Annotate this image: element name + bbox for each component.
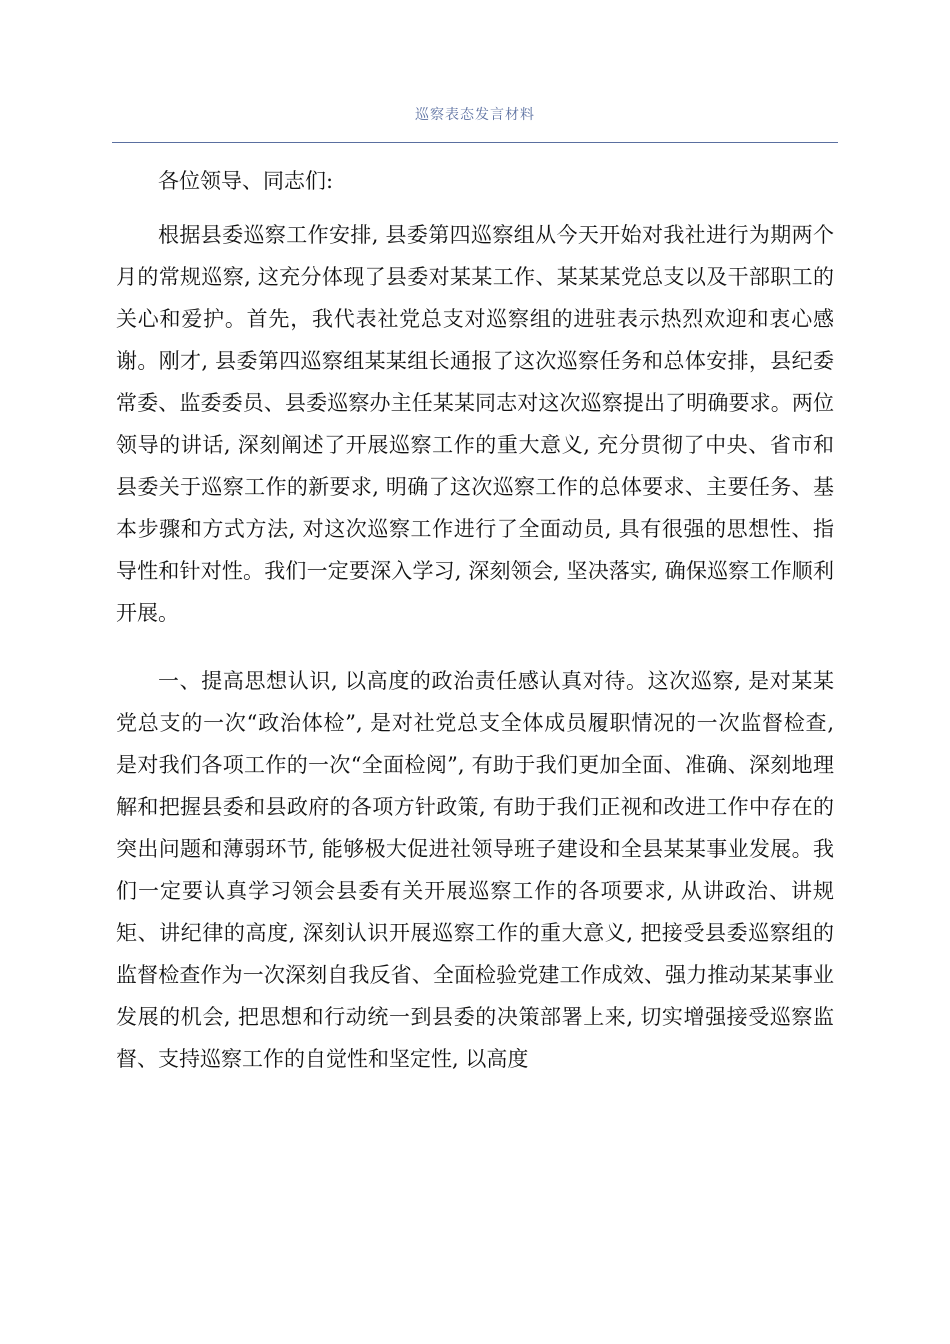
page-header-title: 巡察表态发言材料 bbox=[415, 107, 535, 123]
paragraph-section-one: 一、提高思想认识, 以高度的政治责任感认真对待。这次巡察, 是对某某党总支的一次“政治体检”, 是对社党总支全体成员履职情况的一次监督检查, 是对我们各项工作的一次“全面检阅”, 有助于我们更加全面、准确、深刻地理解和把握县委和县政府的各项方针政策, 有助于我们正视和改进工作中存在的突出问题和薄弱环节, 能够极大促进社领导班子建设和全县某某事业发展。我们一定要认真学习领会县委有关开展巡察工作的各项要求, 从讲政治、讲规矩、讲纪律的高度, 深刻认识开展巡察工作的重大意义, 把接受县委巡察组的监督检查作为一次深刻自我反省、全面检验党建工作成效、强力推动某某事业发展的机会, 把思想和行动统一到县委的决策部署上来, 切实增强接受巡察监督、支持巡察工作的自觉性和坚定性, 以高度 bbox=[116, 669, 834, 1071]
header-divider bbox=[112, 142, 838, 143]
document-body bbox=[116, 160, 834, 1106]
paragraph-intro: 根据县委巡察工作安排, 县委第四巡察组从今天开始对我社进行为期两个月的常规巡察, 这充分体现了县委对某某工作、某某某党总支以及干部职工的关心和爱护。首先，我代表社党总支对巡察组的进驻表示热烈欢迎和衷心感谢。刚才, 县委第四巡察组某某组长通报了这次巡察任务和总体安排，县纪委常委、监委委员、县委巡察办主任某某同志对这次巡察提出了明确要求。两位领导的讲话, 深刻阐述了开展巡察工作的重大意义, 充分贯彻了中央、省市和县委关于巡察工作的新要求, 明确了这次巡察工作的总体要求、主要任务、基本步骤和方式方法, 对这次巡察工作进行了全面动员, 具有很强的思想性、指导性和针对性。我们一定要深入学习, 深刻领会, 坚决落实, 确保巡察工作顺利开展。 bbox=[116, 223, 834, 625]
salutation: 各位领导、同志们: bbox=[158, 169, 334, 193]
